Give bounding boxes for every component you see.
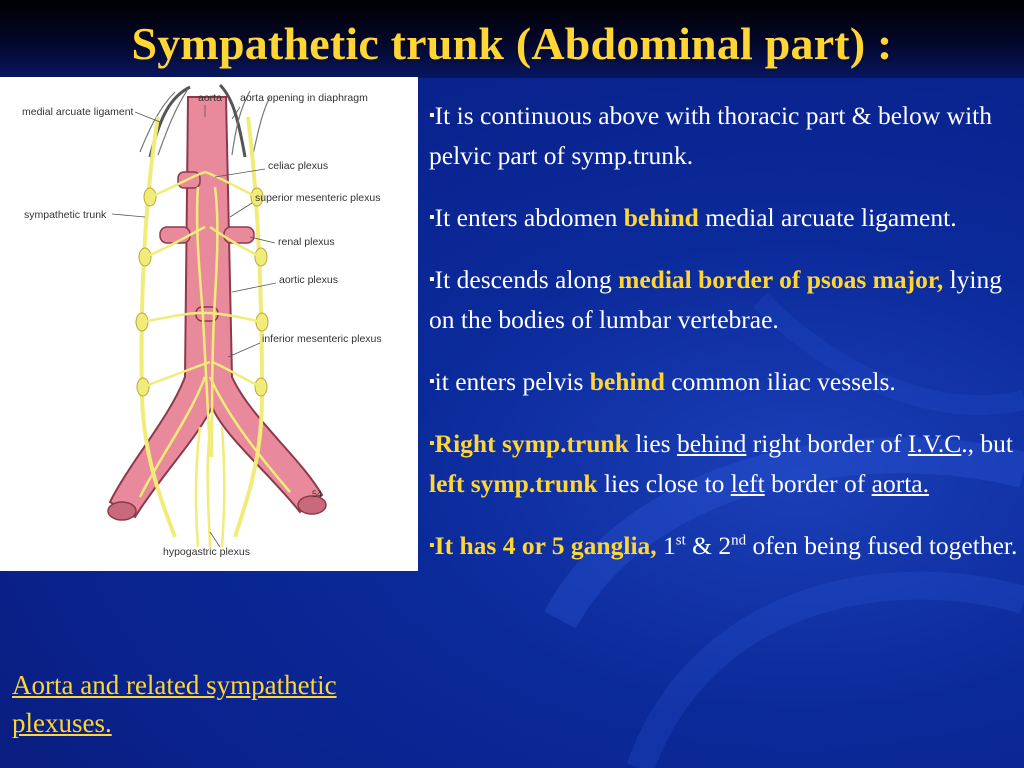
bullet-text: common iliac vessels. [664, 367, 896, 396]
aorta-plexus-diagram [0, 77, 418, 571]
bullet-course [429, 260, 1019, 340]
bullet-marker: ▪ [429, 107, 435, 124]
bullet-underlined: left [730, 469, 765, 498]
label-sympathetic-trunk: sympathetic trunk [24, 209, 107, 221]
label-aorta-opening: aorta opening in diaphragm [240, 92, 368, 104]
bullet-marker: ▪ [429, 209, 435, 226]
bullet-text: border of [764, 469, 872, 498]
bullet-entry [429, 198, 1019, 238]
bullet-text: ofen being fused together. [746, 531, 1018, 560]
bullet-marker: ▪ [429, 537, 435, 554]
bullet-text: It is continuous above with thoracic part & below with pelvic part of symp.trunk. [429, 101, 993, 170]
ordinal-suffix: nd [731, 532, 747, 549]
label-medial-arcuate-ligament: medial arcuate ligament [22, 106, 134, 118]
label-renal-plexus: renal plexus [278, 236, 335, 248]
label-superior-mesenteric-plexus: superior mesenteric plexus [255, 192, 381, 204]
bullet-underlined: aorta. [871, 469, 929, 498]
bullet-highlight: It has 4 or 5 ganglia, [434, 531, 657, 560]
bullet-continuity [429, 96, 1019, 176]
bullet-relations [429, 424, 1019, 504]
bullet-marker: ▪ [429, 271, 435, 288]
bullet-text: medial arcuate ligament. [698, 203, 957, 232]
bullet-pelvis [429, 362, 1019, 402]
anatomy-figure [0, 77, 418, 571]
figure-caption: Aorta and related sympathetic plexuses. [12, 670, 337, 738]
label-aorta: aorta [198, 92, 222, 104]
bullet-text: lies [628, 429, 677, 458]
label-figure-number: 54 [312, 489, 323, 499]
bullet-ganglia [429, 526, 1019, 566]
bullet-underlined: behind [676, 429, 747, 458]
slide-title: Sympathetic trunk (Abdominal part) : [131, 18, 893, 69]
bullet-marker: ▪ [429, 373, 435, 390]
bullet-text: It descends along [434, 265, 619, 294]
bullet-text: & 2 [685, 531, 732, 560]
bullet-highlight: Right symp.trunk [434, 429, 629, 458]
bullet-text: right border of [746, 429, 908, 458]
bullet-text: It enters abdomen [434, 203, 624, 232]
label-hypogastric-plexus: hypogastric plexus [163, 546, 250, 558]
bullet-marker: ▪ [429, 435, 435, 452]
bullet-highlight: left symp.trunk [429, 469, 598, 498]
bullet-text: it enters pelvis [434, 367, 590, 396]
bullet-highlight: behind [623, 203, 699, 232]
bullet-highlight: medial border of psoas major, [618, 265, 944, 294]
bullet-highlight: behind [589, 367, 665, 396]
label-inferior-mesenteric-plexus: inferior mesenteric plexus [262, 333, 382, 345]
bullet-text: 1 [656, 531, 676, 560]
bullet-list [429, 96, 1019, 566]
bullet-text: lying on the bodies of lumbar vertebrae. [429, 265, 1002, 334]
ordinal-suffix: st [675, 532, 686, 549]
label-aortic-plexus: aortic plexus [279, 274, 338, 286]
bullet-underlined: I.V.C [907, 429, 962, 458]
bullet-text: lies close to [597, 469, 731, 498]
label-celiac-plexus: celiac plexus [268, 160, 329, 172]
bullet-text: ., but [961, 429, 1013, 458]
